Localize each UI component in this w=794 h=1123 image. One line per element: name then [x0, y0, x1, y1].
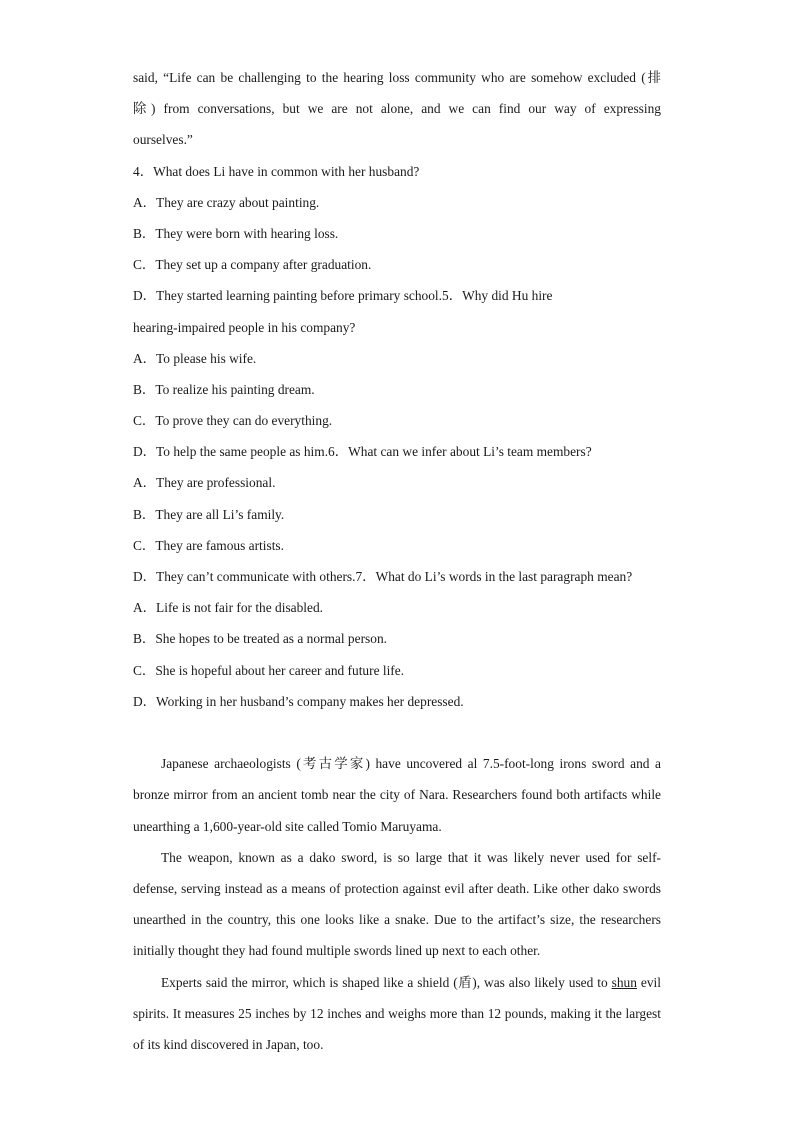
page-content: [133, 62, 661, 1060]
text-line: ourselves.”: [133, 132, 193, 148]
option-line: A．They are crazy about painting.: [133, 194, 320, 210]
question-5-continued: hearing-impaired people in his company?: [133, 319, 356, 335]
questions-block: [133, 156, 661, 717]
underlined-word: shun: [611, 974, 637, 990]
option-line: B．They are all Li’s family.: [133, 506, 285, 522]
option-line: C．To prove they can do everything.: [133, 413, 333, 429]
section-gap: [133, 717, 661, 748]
option-line: A．They are professional.: [133, 475, 276, 491]
top-paragraph: [133, 62, 661, 156]
option-line: B．To realize his painting dream.: [133, 381, 315, 397]
passage-text: evil spirits. It measures 25 inches by 12 inches and weighs more than 12 pounds, making it the largest of its kind discovered in Japan, too.: [133, 974, 661, 1052]
option-line: D．Working in her husband’s company makes her depressed.: [133, 693, 464, 709]
option-line: D．To help the same people as him.6．What can we infer about Li’s team members?: [133, 444, 592, 460]
option-line: A．To please his wife.: [133, 350, 257, 366]
option-line: D．They started learning painting before primary school.5．Why did Hu hire: [133, 288, 553, 304]
passage-text: Experts said the mirror, which is shaped like a shield (盾), was also likely used to: [161, 974, 612, 990]
text-line: 除) from conversations, but we are not alone, and we can find our way of expressing: [133, 101, 661, 117]
passage-paragraph-2: The weapon, known as a dako sword, is so large that it was likely never used for self-defense, serving instead as a means of protection against evil after death. Like other dako swords unearthed in the country, this one looks like a snake. Due to the artifact’s size, the researchers initially thought they had found multiple swords lined up next to each other.: [133, 849, 661, 959]
option-line: C．She is hopeful about her career and future life.: [133, 662, 405, 678]
option-line: D．They can’t communicate with others.7．What do Li’s words in the last paragraph mean?: [133, 569, 633, 585]
option-line: B．She hopes to be treated as a normal person.: [133, 631, 387, 647]
passage-paragraph-1: Japanese archaeologists (考古学家) have uncovered al 7.5-foot-long irons sword and a bronze mirror from an ancient tomb near the city of Nara. Researchers found both artifacts while unearthing a 1,600-year-old site called Tomio Maruyama.: [133, 756, 661, 834]
option-line: C．They set up a company after graduation.: [133, 257, 372, 273]
passage: [133, 748, 661, 1060]
question-4: 4．What does Li have in common with her husband?: [133, 163, 420, 179]
option-line: B．They were born with hearing loss.: [133, 225, 339, 241]
passage-paragraph-3: [133, 967, 661, 1061]
text-line: said, “Life can be challenging to the hearing loss community who are somehow excluded (排: [133, 70, 661, 85]
option-line: C．They are famous artists.: [133, 537, 284, 553]
option-line: A．Life is not fair for the disabled.: [133, 600, 324, 616]
